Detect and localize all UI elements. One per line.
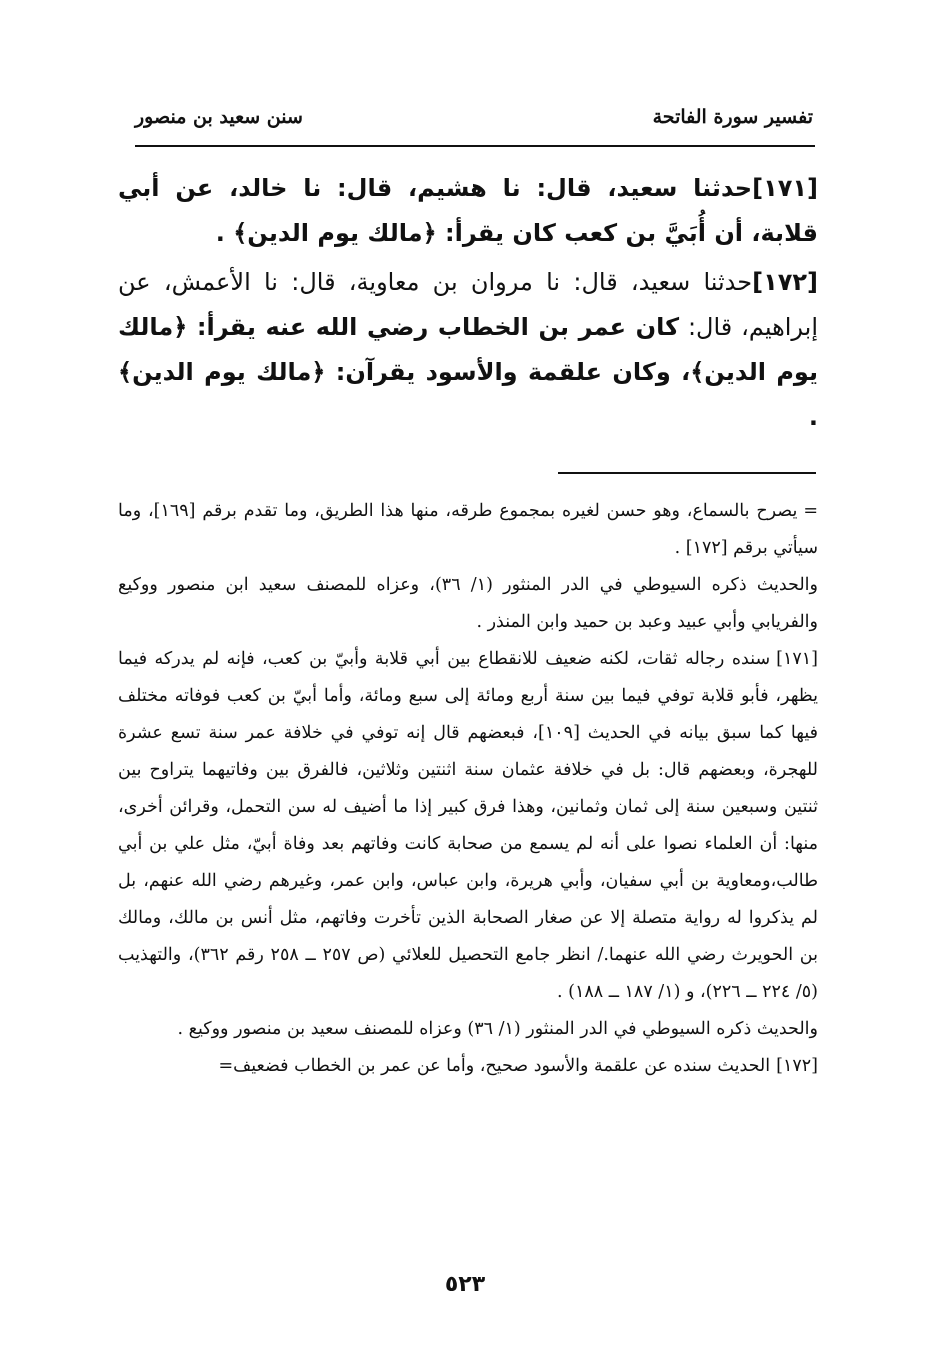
footnote-171 — [118, 641, 818, 1011]
footnote-text: والحديث ذكره السيوطي في الدر المنثور (١/ ٣٦)، وعزاه للمصنف سعيد ابن منصور ووكيع والفريابي وأبي عبيد وعبد بن حميد وابن المنذر . — [118, 575, 818, 632]
running-head — [135, 100, 813, 140]
footnote-rule — [558, 472, 816, 474]
hadith-text-intro: حدثنا سعيد، قال: نا مروان بن معاوية، قال: نا الأعمش، عن إبراهيم، قال: — [118, 268, 818, 341]
book-title: سنن سعيد بن منصور — [135, 106, 303, 128]
footnote-mark: [١٧٢] — [776, 1056, 818, 1076]
header-rule — [135, 145, 815, 147]
footnote-continuation — [118, 493, 818, 567]
hadith-text: حدثنا سعيد، قال: نا هشيم، قال: نا خالد، عن أبي قلابة، أن أُبَيَّ بن كعب كان يقرأ: ﴿مالك يوم الدين﴾ . — [118, 174, 818, 247]
hadith-text-quote: كان عمر بن الخطاب رضي الله عنه يقرأ: ﴿مالك يوم الدين﴾، وكان علقمة والأسود يقرآن: ﴿مالك يوم الدين﴾ . — [118, 313, 818, 431]
footnote-mark: = — [803, 501, 818, 521]
footnote-172 — [118, 1048, 818, 1085]
footnote-text: والحديث ذكره السيوطي في الدر المنثور (١/ ٣٦) وعزاه للمصنف سعيد بن منصور ووكيع . — [177, 1019, 818, 1039]
hadith-number: [١٧١] — [752, 174, 818, 202]
footnote-text: الحديث سنده عن علقمة والأسود صحيح، وأما عن عمر بن الخطاب فضعيف= — [218, 1056, 771, 1076]
footnotes — [118, 493, 818, 1085]
footnote-text: سنده رجاله ثقات، لكنه ضعيف للانقطاع بين أبي قلابة وأبيّ بن كعب، فإنه لم يدركه فيما يظهر، فأبو قلابة توفي فيما بين سنة أربع ومائة إلى سبع ومائة، وأما أبيّ بن كعب فوفاته مختلف فيها كما سبق بيانه في الحديث [١٠٩]، فبعضهم قال إنه توفي في خلافة عمر سنة تسع عشرة للهجرة، وبعضهم قال: بل في خلافة عثمان سنة اثنتين وثلاثين، فالفرق بين وفاتيهما يتراوح بين ثنتين وسبعين سنة إلى ثمان وثمانين، وهذا فرق كبير إذا ما أضيف له سن التحمل، وقرائن أخرى، منها: أن العلماء نصوا على أنه لم يسمع من صحابة كانت وفاتهم بعد وفاة أبيّ، مثل علي بن أبي طالب،ومعاوية بن أبي سفيان، وأبي هريرة، وابن عباس، وابن عمر، وغيرهم رضي الله عنهم، بل لم يذكروا له رواية متصلة إلا عن صغار الصحابة الذين تأخرت وفاتهم، مثل أنس بن مالك، ومالك بن الحويرث رضي الله عنهما./ انظر جامع التحصيل للعلائي (ص ٢٥٧ ــ ٢٥٨ رقم ٣٦٢)، والتهذيب (٥/ ٢٢٤ ــ ٢٢٦)، و (١/ ١٨٧ ــ ١٨٨) . — [118, 649, 818, 1002]
footnote-source — [118, 567, 818, 641]
page-number: ٥٢٣ — [444, 1272, 486, 1297]
footnote-mark: [١٧١] — [776, 649, 818, 669]
footnote-text: يصرح بالسماع، وهو حسن لغيره بمجموع طرقه، منها هذا الطريق، وما تقدم برقم [١٦٩]، وما سيأتي برقم [١٧٢] . — [118, 501, 818, 558]
hadith-171 — [118, 166, 818, 256]
hadith-number: [١٧٢] — [752, 268, 818, 296]
hadith-172 — [118, 260, 818, 440]
footnote-source — [118, 1011, 818, 1048]
chapter-title: تفسير سورة الفاتحة — [652, 106, 813, 128]
hadith-text-block — [118, 166, 818, 444]
